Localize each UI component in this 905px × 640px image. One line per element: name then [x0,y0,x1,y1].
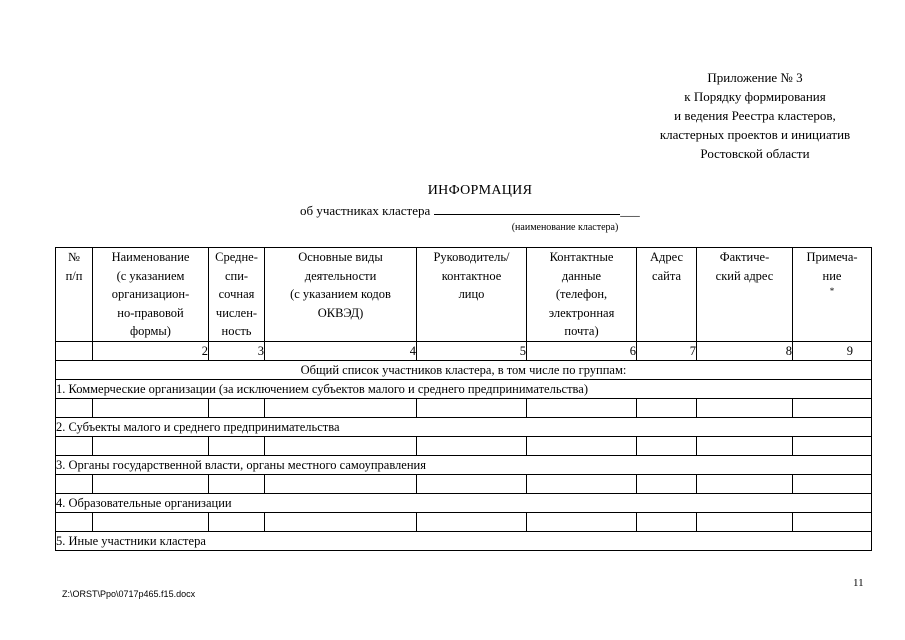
footnote-mark: * [829,286,835,296]
column-number [56,342,93,361]
column-number: 6 [527,342,637,361]
appendix-line: Приложение № 3 [707,70,803,85]
overall-label: Общий список участников кластера, в том числе по группам: [56,361,872,380]
cluster-name-hint: (наименование кластера) [511,222,619,233]
header-cell: Основные виды деятельности (с указанием кодов ОКВЭД) [265,248,417,342]
column-number: 2 [93,342,209,361]
file-path: Z:\ORST\Ppo\0717p465.f15.docx [62,589,196,599]
column-number: 4 [265,342,417,361]
document-title: ИНФОРМАЦИЯ [427,183,533,198]
document-subtitle [300,203,680,219]
table-header-row [56,248,872,342]
group-label: 1. Коммерческие организации (за исключением субъектов малого и среднего предпринимательства) [56,380,872,399]
empty-row [56,513,872,532]
appendix-block [610,68,900,163]
cluster-name-blank [434,203,620,215]
overall-row [56,361,872,380]
column-number: 3 [209,342,265,361]
empty-row [56,475,872,494]
participants-table [55,247,872,551]
group-label: 4. Образовательные организации [56,494,872,513]
header-cell: Руководитель/ контактное лицо [417,248,527,342]
appendix-line: к Порядку формирования [684,89,826,104]
header-cell: Средне- спи- сочная числен- ность [209,248,265,342]
column-number: 8 [697,342,793,361]
group-row [56,494,872,513]
column-number: 5 [417,342,527,361]
column-number-row [56,342,872,361]
appendix-line: кластерных проектов и инициатив [659,127,851,142]
header-cell: Фактиче- ский адрес [697,248,793,342]
header-cell: Контактные данные (телефон, электронная почта) [527,248,637,342]
column-number: 9 [793,342,872,361]
appendix-line: и ведения Реестра кластеров, [674,108,836,123]
header-cell: № п/п [56,248,93,342]
subtitle-text: об участниках кластера [300,203,431,218]
group-row [56,380,872,399]
subtitle-tail: ___ [620,203,640,218]
empty-row [56,399,872,418]
page-number: 11 [853,577,864,589]
header-cell: Примеча- ние * [793,248,872,342]
group-row [56,456,872,475]
empty-row [56,437,872,456]
group-row [56,418,872,437]
group-row [56,532,872,551]
header-cell: Наименование (с указанием организацион- но-правовой формы) [93,248,209,342]
header-cell: Адрес сайта [637,248,697,342]
appendix-line: Ростовской области [700,146,810,161]
group-label: 5. Иные участники кластера [56,532,872,551]
column-number: 7 [637,342,697,361]
group-label: 2. Субъекты малого и среднего предпринимательства [56,418,872,437]
group-label: 3. Органы государственной власти, органы местного самоуправления [56,456,872,475]
